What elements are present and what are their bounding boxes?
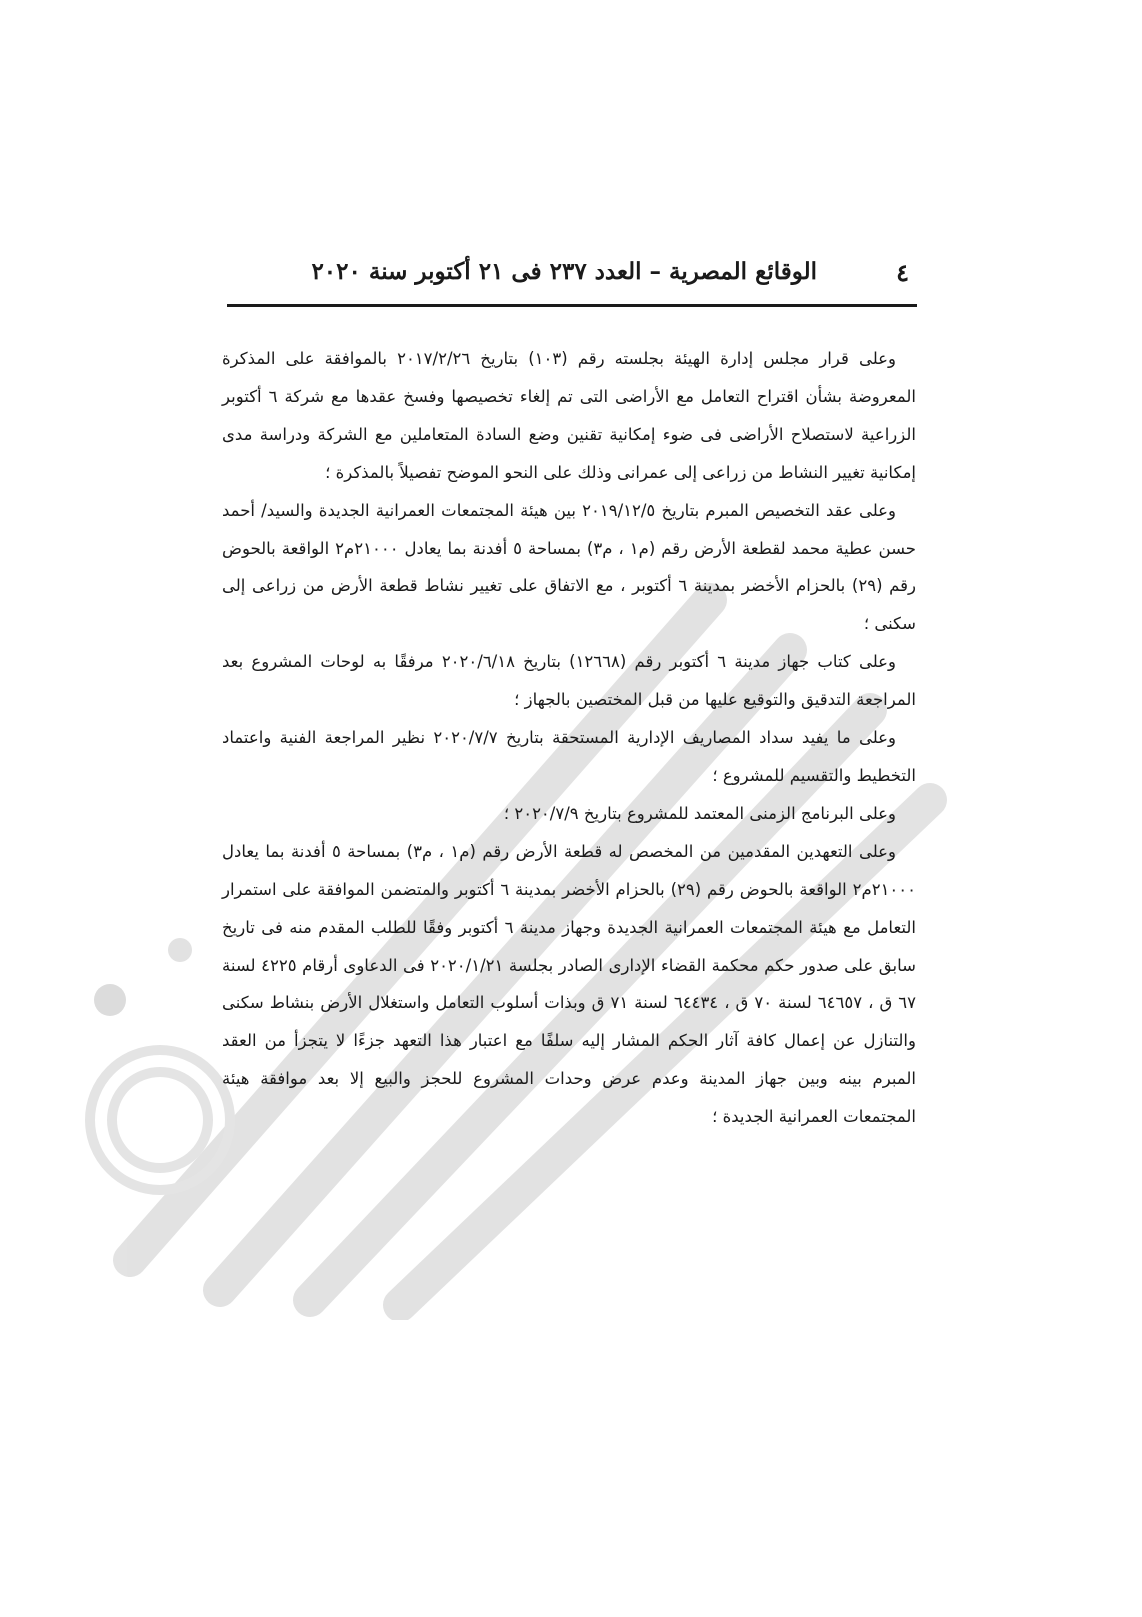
paragraph: وعلى البرنامج الزمنى المعتمد للمشروع بتاريخ ٢٠٢٠/٧/٩ ؛ [503, 803, 896, 823]
page-header [227, 256, 917, 300]
running-title: الوقائع المصرية – العدد ٢٣٧ فى ٢١ أكتوبر سنة ٢٠٢٠ [311, 258, 817, 285]
document-body [222, 340, 916, 1136]
page-number: ٤ [896, 258, 909, 287]
paragraph: وعلى عقد التخصيص المبرم بتاريخ ٢٠١٩/١٢/٥ بين هيئة المجتمعات العمرانية الجديدة والسيد/ أحمد حسن عطية محمد لقطعة الأرض رقم (م١ ، م٣) بمساحة ٥ أفدنة بما يعادل ٢١٠٠٠م٢ الواقعة بالحوض رقم (٢٩) بالحزام الأخضر بمدينة ٦ أكتوبر ، مع الاتفاق على تغيير نشاط قطعة الأرض من زراعى إلى سكنى ؛ [222, 500, 916, 634]
paragraph: وعلى كتاب جهاز مدينة ٦ أكتوبر رقم (١٢٦٦٨) بتاريخ ٢٠٢٠/٦/١٨ مرفقًا به لوحات المشروع بعد المراجعة التدقيق والتوقيع عليها من قبل المختصين بالجهاز ؛ [222, 652, 916, 710]
paragraph: وعلى التعهدين المقدمين من المخصص له قطعة الأرض رقم (م١ ، م٣) بمساحة ٥ أفدنة بما يعادل ٢١٠٠٠م٢ الواقعة بالحوض رقم (٢٩) بالحزام الأخضر بمدينة ٦ أكتوبر والمتضمن الموافقة على استمرار التعامل مع هيئة المجتمعات العمرانية الجديدة وجهاز مدينة ٦ أكتوبر وفقًا للطلب المقدم منه فى تاريخ سابق على صدور حكم محكمة القضاء الإدارى الصادر بجلسة ٢٠٢٠/١/٢١ فى الدعاوى أرقام ٤٢٢٥ لسنة ٦٧ ق ، ٦٤٦٥٧ لسنة ٧٠ ق ، ٦٤٤٣٤ لسنة ٧١ ق وبذات أسلوب التعامل واستغلال الأرض بنشاط سكنى والتنازل عن إعمال كافة آثار الحكم المشار إليه سلفًا مع اعتبار هذا التعهد جزءًا لا يتجزأ من العقد المبرم بينه وبين جهاز المدينة وعدم عرض وحدات المشروع للحجز والبيع إلا بعد موافقة هيئة المجتمعات العمرانية الجديدة ؛ [222, 841, 917, 1127]
header-divider [227, 304, 917, 307]
paragraph: وعلى ما يفيد سداد المصاريف الإدارية المستحقة بتاريخ ٢٠٢٠/٧/٧ نظير المراجعة الفنية واعتماد التخطيط والتقسيم للمشروع ؛ [222, 728, 916, 785]
paragraph: وعلى قرار مجلس إدارة الهيئة بجلسته رقم (١٠٣) بتاريخ ٢٠١٧/٢/٢٦ بالموافقة على المذكرة المعروضة بشأن اقتراح التعامل مع الأراضى التى تم إلغاء تخصيصها وفسخ عقدها مع شركة ٦ أكتوبر الزراعية لاستصلاح الأراضى فى ضوء إمكانية تقنين وضع السادة المتعاملين مع الشركة ودراسة مدى إمكانية تغيير النشاط من زراعى إلى عمرانى وذلك على النحو الموضح تفصيلاً بالمذكرة ؛ [222, 349, 916, 482]
